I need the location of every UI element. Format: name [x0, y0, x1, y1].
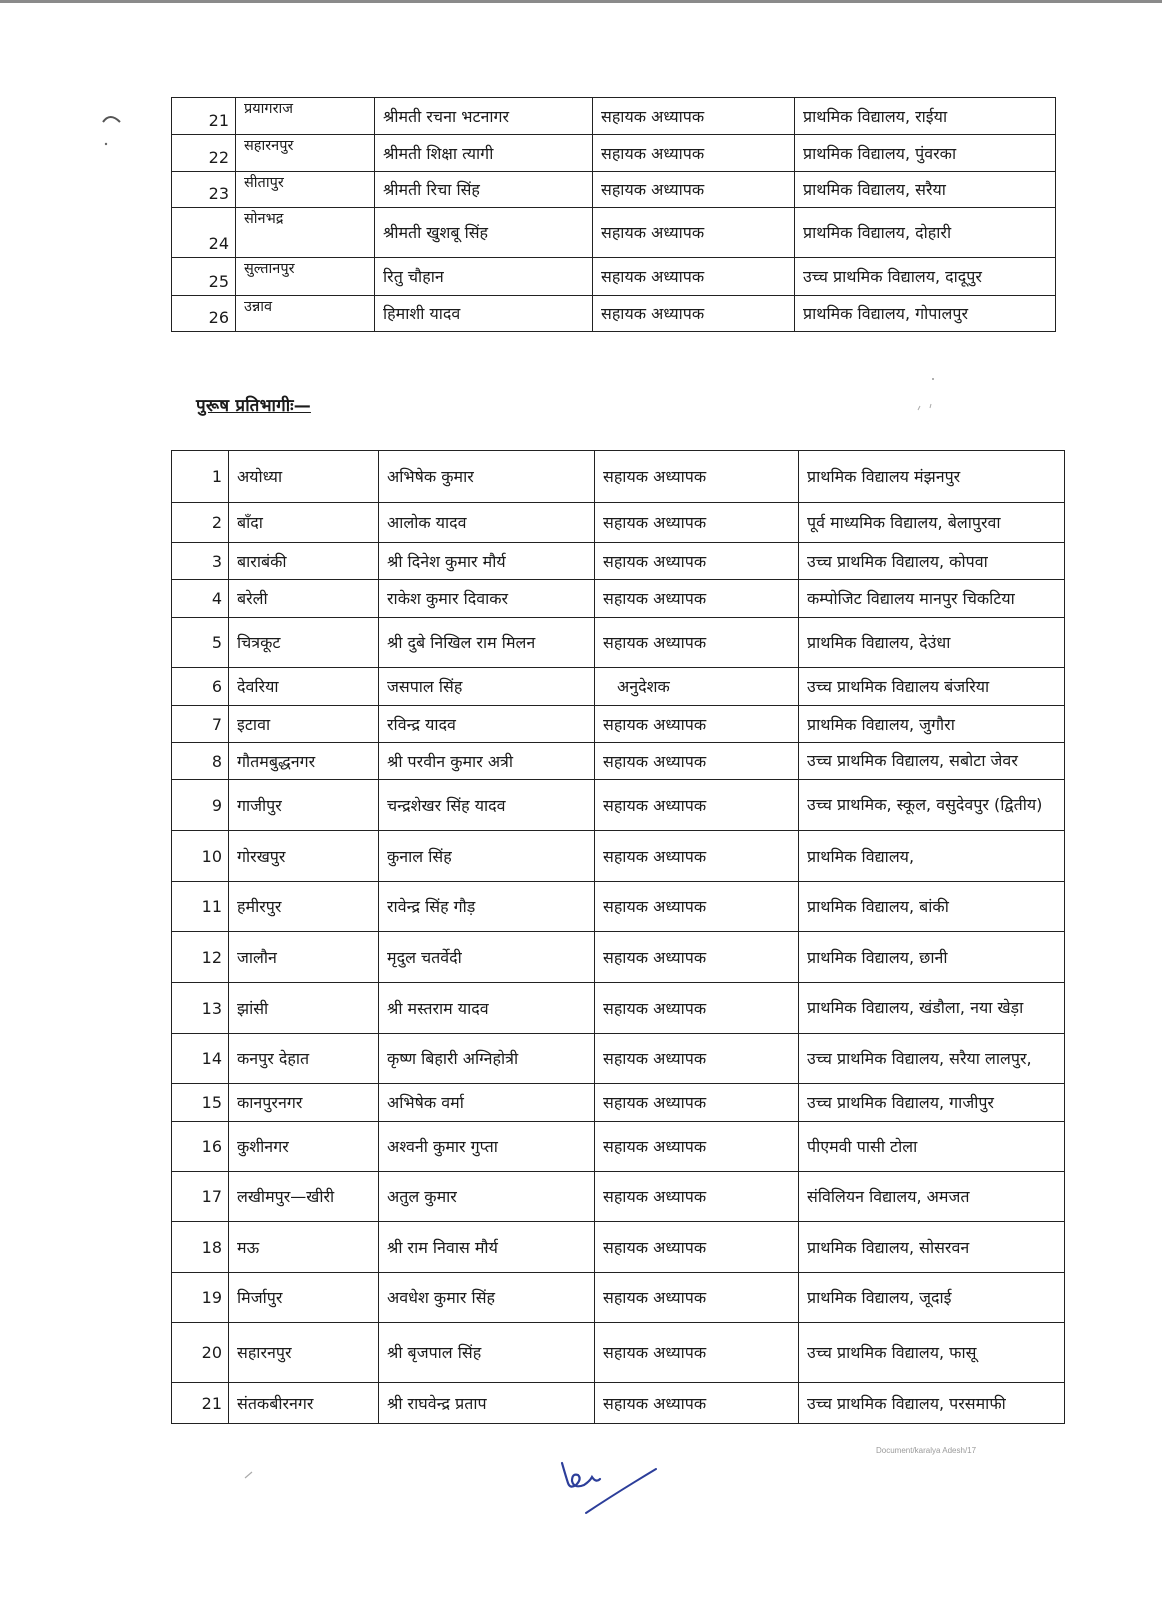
serial-number: 5 — [172, 618, 229, 668]
serial-number: 26 — [172, 296, 236, 332]
table-row — [172, 932, 1065, 983]
table-row — [172, 1122, 1065, 1172]
school-cell: उच्च प्राथमिक विद्यालय, सरैया लालपुर, — [799, 1034, 1065, 1084]
school-cell: उच्च प्राथमिक विद्यालय, कोपवा — [799, 543, 1065, 580]
school-cell: प्राथमिक विद्यालय, — [799, 831, 1065, 882]
post-cell: सहायक अध्यापक — [593, 135, 795, 172]
school-cell: प्राथमिक विद्यालय, पुंवरका — [795, 135, 1056, 172]
table-row — [172, 296, 1056, 332]
post-cell: सहायक अध्यापक — [595, 543, 799, 580]
name-cell: रितु चौहान — [375, 258, 593, 296]
school-cell: प्राथमिक विद्यालय, सरैया — [795, 172, 1056, 208]
serial-number: 7 — [172, 706, 229, 743]
district-cell: मऊ — [229, 1222, 379, 1273]
district-cell: सोनभद्र — [236, 208, 375, 258]
serial-number: 25 — [172, 258, 236, 296]
district-cell: गोरखपुर — [229, 831, 379, 882]
school-cell: प्राथमिक विद्यालय, जूदाई — [799, 1273, 1065, 1323]
serial-number: 24 — [172, 208, 236, 258]
table-row — [172, 1273, 1065, 1323]
district-cell: कानपुरनगर — [229, 1084, 379, 1122]
name-cell: श्री दुबे निखिल राम मिलन — [379, 618, 595, 668]
school-cell: संविलियन विद्यालय, अमजत — [799, 1172, 1065, 1222]
district-cell: अयोध्या — [229, 451, 379, 503]
table-row — [172, 451, 1065, 503]
serial-number: 22 — [172, 135, 236, 172]
district-cell: देवरिया — [229, 668, 379, 706]
district-cell: कनपुर देहात — [229, 1034, 379, 1084]
serial-number: 4 — [172, 580, 229, 618]
post-cell: सहायक अध्यापक — [595, 1122, 799, 1172]
name-cell: अभिषेक वर्मा — [379, 1084, 595, 1122]
table-row — [172, 831, 1065, 882]
table-row — [172, 882, 1065, 932]
serial-number: 13 — [172, 983, 229, 1034]
serial-number: 2 — [172, 503, 229, 543]
name-cell: कुनाल सिंह — [379, 831, 595, 882]
school-cell: उच्च प्राथमिक विद्यालय, परसमाफी — [799, 1383, 1065, 1424]
serial-number: 9 — [172, 780, 229, 831]
table-row — [172, 706, 1065, 743]
district-cell: गाजीपुर — [229, 780, 379, 831]
table-row — [172, 983, 1065, 1034]
table-row — [172, 1383, 1065, 1424]
table-row — [172, 668, 1065, 706]
serial-number: 11 — [172, 882, 229, 932]
table-row — [172, 780, 1065, 831]
post-cell: सहायक अध्यापक — [593, 208, 795, 258]
table-row — [172, 580, 1065, 618]
scan-mark-lower — [244, 1470, 256, 1480]
school-cell: पीएमवी पासी टोला — [799, 1122, 1065, 1172]
post-cell: सहायक अध्यापक — [595, 882, 799, 932]
district-cell: जालौन — [229, 932, 379, 983]
name-cell: हिमाशी यादव — [375, 296, 593, 332]
table-row — [172, 98, 1056, 135]
serial-number: 10 — [172, 831, 229, 882]
post-cell: सहायक अध्यापक — [593, 172, 795, 208]
name-cell: अतुल कुमार — [379, 1172, 595, 1222]
district-cell: गौतमबुद्धनगर — [229, 743, 379, 780]
post-cell: सहायक अध्यापक — [595, 932, 799, 983]
name-cell: श्रीमती रचना भटनागर — [375, 98, 593, 135]
serial-number: 21 — [172, 98, 236, 135]
school-cell: उच्च प्राथमिक विद्यालय, दादूपुर — [795, 258, 1056, 296]
serial-number: 15 — [172, 1084, 229, 1122]
table-row — [172, 618, 1065, 668]
school-cell: उच्च प्राथमिक विद्यालय बंजरिया — [799, 668, 1065, 706]
male-participants-table — [171, 450, 1065, 1424]
district-cell: चित्रकूट — [229, 618, 379, 668]
post-cell: सहायक अध्यापक — [593, 296, 795, 332]
school-cell: प्राथमिक विद्यालय, छानी — [799, 932, 1065, 983]
table-row — [172, 1034, 1065, 1084]
serial-number: 17 — [172, 1172, 229, 1222]
school-cell: प्राथमिक विद्यालय, देउंधा — [799, 618, 1065, 668]
post-cell: सहायक अध्यापक — [593, 258, 795, 296]
name-cell: रविन्द्र यादव — [379, 706, 595, 743]
serial-number: 14 — [172, 1034, 229, 1084]
post-cell: सहायक अध्यापक — [595, 780, 799, 831]
post-cell: सहायक अध्यापक — [595, 1273, 799, 1323]
school-cell: प्राथमिक विद्यालय, बांकी — [799, 882, 1065, 932]
district-cell: कुशीनगर — [229, 1122, 379, 1172]
name-cell: श्री बृजपाल सिंह — [379, 1323, 595, 1383]
table-row — [172, 135, 1056, 172]
male-participants-heading: पुरूष प्रतिभागीः— — [196, 396, 311, 416]
post-cell: सहायक अध्यापक — [595, 1172, 799, 1222]
post-cell: सहायक अध्यापक — [595, 1383, 799, 1424]
scan-edge — [0, 0, 1162, 3]
table-row — [172, 172, 1056, 208]
name-cell: श्रीमती शिक्षा त्यागी — [375, 135, 593, 172]
table-row — [172, 258, 1056, 296]
school-cell: कम्पोजिट विद्यालय मानपुर चिकटिया — [799, 580, 1065, 618]
table-row — [172, 208, 1056, 258]
post-cell: सहायक अध्यापक — [595, 580, 799, 618]
district-cell: इटावा — [229, 706, 379, 743]
school-cell: प्राथमिक विद्यालय, सोसरवन — [799, 1222, 1065, 1273]
post-cell: सहायक अध्यापक — [595, 1323, 799, 1383]
post-cell: सहायक अध्यापक — [595, 743, 799, 780]
district-cell: बरेली — [229, 580, 379, 618]
serial-number: 8 — [172, 743, 229, 780]
serial-number: 21 — [172, 1383, 229, 1424]
district-cell: हमीरपुर — [229, 882, 379, 932]
district-cell: झांसी — [229, 983, 379, 1034]
post-cell: सहायक अध्यापक — [595, 1034, 799, 1084]
signature-mark — [556, 1455, 666, 1527]
document-reference: Document/karalya Adesh/17 — [876, 1446, 977, 1455]
school-cell: प्राथमिक विद्यालय, जुगौरा — [799, 706, 1065, 743]
table-row — [172, 543, 1065, 580]
school-cell: उच्च प्राथमिक विद्यालय, फासू — [799, 1323, 1065, 1383]
name-cell: राकेश कुमार दिवाकर — [379, 580, 595, 618]
serial-number: 6 — [172, 668, 229, 706]
name-cell: श्रीमती रिचा सिंह — [375, 172, 593, 208]
school-cell: पूर्व माध्यमिक विद्यालय, बेलापुरवा — [799, 503, 1065, 543]
table-row — [172, 1084, 1065, 1122]
name-cell: श्री मस्तराम यादव — [379, 983, 595, 1034]
district-cell: बाँदा — [229, 503, 379, 543]
school-cell: प्राथमिक विद्यालय, राईया — [795, 98, 1056, 135]
school-cell: उच्च प्राथमिक विद्यालय, गाजीपुर — [799, 1084, 1065, 1122]
table-row — [172, 743, 1065, 780]
post-cell: सहायक अध्यापक — [595, 983, 799, 1034]
school-cell: प्राथमिक विद्यालय मंझनपुर — [799, 451, 1065, 503]
district-cell: सहारनपुर — [236, 135, 375, 172]
scan-mark-left — [100, 108, 124, 148]
serial-number: 1 — [172, 451, 229, 503]
serial-number: 19 — [172, 1273, 229, 1323]
table-row — [172, 1323, 1065, 1383]
table-row — [172, 1222, 1065, 1273]
serial-number: 18 — [172, 1222, 229, 1273]
name-cell: जसपाल सिंह — [379, 668, 595, 706]
district-cell: संतकबीरनगर — [229, 1383, 379, 1424]
school-cell: प्राथमिक विद्यालय, खंडौला, नया खेड़ा — [799, 983, 1065, 1034]
name-cell: श्री परवीन कुमार अत्री — [379, 743, 595, 780]
name-cell: अश्वनी कुमार गुप्ता — [379, 1122, 595, 1172]
district-cell: लखीमपुर—खीरी — [229, 1172, 379, 1222]
district-cell: सीतापुर — [236, 172, 375, 208]
district-cell: बाराबंकी — [229, 543, 379, 580]
name-cell: आलोक यादव — [379, 503, 595, 543]
district-cell: मिर्जापुर — [229, 1273, 379, 1323]
female-participants-table — [171, 97, 1056, 332]
name-cell: श्री राघवेन्द्र प्रताप — [379, 1383, 595, 1424]
school-cell: उच्च प्राथमिक विद्यालय, सबोटा जेवर — [799, 743, 1065, 780]
district-cell: सहारनपुर — [229, 1323, 379, 1383]
post-cell: सहायक अध्यापक — [595, 706, 799, 743]
district-cell: उन्नाव — [236, 296, 375, 332]
name-cell: रावेन्द्र सिंह गौड़ — [379, 882, 595, 932]
serial-number: 20 — [172, 1323, 229, 1383]
serial-number: 16 — [172, 1122, 229, 1172]
serial-number: 23 — [172, 172, 236, 208]
district-cell: प्रयागराज — [236, 98, 375, 135]
name-cell: चन्द्रशेखर सिंह यादव — [379, 780, 595, 831]
district-cell: सुल्तानपुर — [236, 258, 375, 296]
post-cell: सहायक अध्यापक — [595, 831, 799, 882]
name-cell: श्री दिनेश कुमार मौर्य — [379, 543, 595, 580]
name-cell: श्री राम निवास मौर्य — [379, 1222, 595, 1273]
name-cell: कृष्ण बिहारी अग्निहोत्री — [379, 1034, 595, 1084]
post-cell: अनुदेशक — [595, 668, 799, 706]
post-cell: सहायक अध्यापक — [595, 1084, 799, 1122]
scan-mark-right — [912, 376, 942, 416]
school-cell: प्राथमिक विद्यालय, गोपालपुर — [795, 296, 1056, 332]
post-cell: सहायक अध्यापक — [595, 503, 799, 543]
serial-number: 12 — [172, 932, 229, 983]
name-cell: मृदुल चतर्वेदी — [379, 932, 595, 983]
name-cell: श्रीमती खुशबू सिंह — [375, 208, 593, 258]
name-cell: अभिषेक कुमार — [379, 451, 595, 503]
school-cell: प्राथमिक विद्यालय, दोहारी — [795, 208, 1056, 258]
post-cell: सहायक अध्यापक — [595, 1222, 799, 1273]
post-cell: सहायक अध्यापक — [595, 451, 799, 503]
serial-number: 3 — [172, 543, 229, 580]
post-cell: सहायक अध्यापक — [593, 98, 795, 135]
table-row — [172, 1172, 1065, 1222]
post-cell: सहायक अध्यापक — [595, 618, 799, 668]
school-cell: उच्च प्राथमिक, स्कूल, वसुदेवपुर (द्वितीय) — [799, 780, 1065, 831]
name-cell: अवधेश कुमार सिंह — [379, 1273, 595, 1323]
table-row — [172, 503, 1065, 543]
